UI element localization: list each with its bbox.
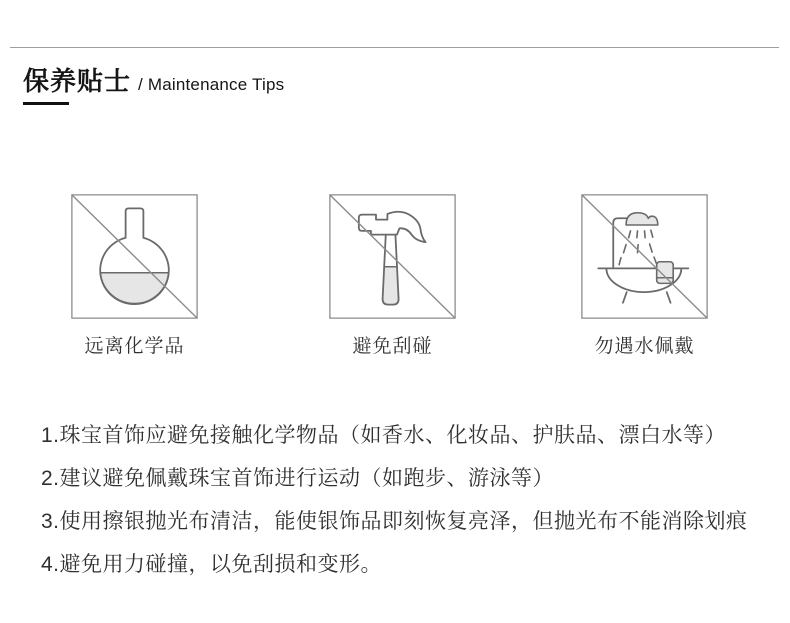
top-divider bbox=[10, 47, 779, 48]
care-card-chemicals bbox=[71, 194, 198, 357]
no-water-shower-icon bbox=[581, 194, 708, 319]
title-underline bbox=[23, 102, 69, 105]
tip-line-3: 3.使用擦银抛光布清洁，能使银饰品即刻恢复亮泽，但抛光布不能消除划痕 bbox=[41, 510, 748, 533]
care-card-water bbox=[581, 194, 708, 357]
no-knocks-hammer-icon bbox=[329, 194, 456, 319]
tip-line-1: 1.珠宝首饰应避免接触化学物品（如香水、化妆品、护肤品、漂白水等） bbox=[41, 424, 727, 447]
tips-list bbox=[41, 414, 770, 586]
tip-line-4: 4.避免用力碰撞，以免刮损和变形。 bbox=[41, 553, 383, 576]
care-label-water: 勿遇水佩戴 bbox=[594, 336, 695, 357]
no-chemicals-flask-icon bbox=[71, 194, 198, 319]
page-title bbox=[23, 66, 284, 96]
page-title-en: / Maintenance Tips bbox=[138, 75, 285, 94]
tip-line-2: 2.建议避免佩戴珠宝首饰进行运动（如跑步、游泳等） bbox=[41, 467, 555, 490]
section-header bbox=[23, 66, 284, 105]
page-title-zh: 保养贴士 bbox=[23, 66, 132, 96]
care-label-scratch: 避免刮碰 bbox=[352, 336, 433, 357]
care-label-chemicals: 远离化学品 bbox=[84, 336, 185, 357]
care-card-scratch bbox=[329, 194, 456, 357]
